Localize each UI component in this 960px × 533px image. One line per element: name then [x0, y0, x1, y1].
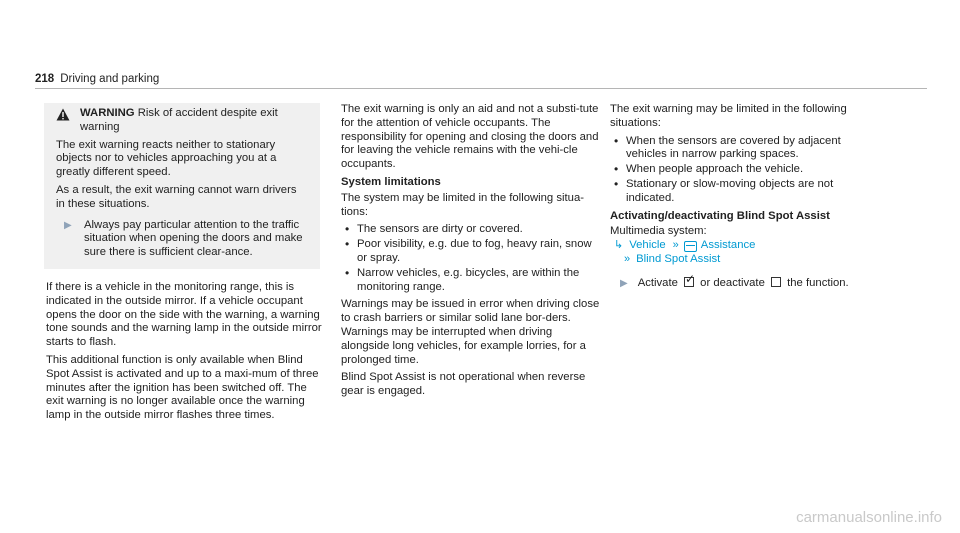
activate-label: Activate	[637, 276, 678, 289]
col2-paragraph-3: Warnings may be issued in error when driving close to crash barriers or similar solid lane bor-ders. Warnings may be interrupted when driving alongside long vehicles, for example lorries, for a prolonged time.	[341, 298, 600, 366]
col1-paragraph-1: If there is a vehicle in the monitoring range, this is indicated in the outside mirror. If a vehicle occupant opens the door on the side with the warning, a warning tone sounds and the warning lamp in the outside mirror starts to flash.	[46, 280, 322, 349]
column-3	[610, 103, 870, 291]
watermark-logo: carmanualsonline.info	[796, 509, 942, 527]
list-item: • Stationary or slow-moving objects are not indicated.	[610, 178, 870, 206]
menu-path-line-2	[610, 253, 870, 267]
menu-entry-arrow-icon: ↳	[614, 239, 624, 252]
action-arrow-icon: ▶	[64, 219, 72, 231]
warning-triangle-icon	[56, 108, 70, 121]
list-item: • Narrow vehicles, e.g. bicycles, are within the monitoring range.	[341, 267, 601, 295]
list-item: • When people approach the vehicle.	[610, 163, 870, 177]
page-number: 218	[35, 73, 55, 85]
col2-paragraph-2: The system may be limited in the following situa-tions:	[341, 191, 584, 218]
col3-bullet-list	[610, 135, 870, 206]
menu-label: Multimedia system:	[610, 225, 707, 238]
checkbox-unchecked-icon[interactable]	[771, 277, 781, 287]
page-header	[35, 73, 159, 87]
header-divider	[35, 88, 927, 89]
system-limitations-heading: System limitations	[341, 175, 441, 188]
function-label: the function.	[787, 276, 849, 289]
warning-title: Risk of accident despite exit warning	[80, 107, 278, 133]
menu-path-line-1	[610, 239, 870, 253]
col3-paragraph-1: The exit warning may be limited in the following situations:	[610, 103, 847, 129]
warning-heading	[56, 107, 308, 135]
menu-item-blind-spot-assist[interactable]: Blind Spot Assist	[636, 252, 721, 265]
car-assistance-icon	[684, 241, 697, 252]
menu-path	[610, 239, 870, 267]
col2-paragraph-1: The exit warning is only an aid and not a substi-tute for the attention of vehicle occupants. The responsibility for opening and closing the doors and for leaving the vehicle remains with the vehi-cle occupants.	[341, 103, 599, 171]
warning-label: WARNING	[80, 107, 135, 119]
warning-box	[44, 103, 320, 269]
section-title: Driving and parking	[60, 73, 160, 85]
list-item: • Poor visibility, e.g. due to fog, heavy rain, snow or spray.	[341, 238, 601, 266]
warning-paragraph-1: The exit warning reacts neither to stationary objects nor to vehicles approaching you at a greatly different speed.	[56, 138, 277, 179]
activating-heading: Activating/deactivating Blind Spot Assist	[610, 209, 830, 222]
action-arrow-icon: ▶	[620, 277, 628, 289]
list-item: • When the sensors are covered by adjacent vehicles in narrow parking spaces.	[610, 135, 870, 163]
column-1	[46, 103, 324, 427]
activate-text	[638, 277, 849, 291]
checkbox-checked-icon[interactable]	[684, 277, 694, 287]
menu-item-assistance[interactable]: Assistance	[700, 239, 756, 252]
double-chevron-icon: »	[624, 252, 631, 265]
col2-paragraph-4: Blind Spot Assist is not operational when reverse gear is engaged.	[341, 371, 586, 398]
activate-action	[610, 277, 870, 291]
column-2	[341, 103, 601, 403]
warning-action	[56, 219, 308, 260]
warning-action-text: Always pay particular attention to the traffic situation when opening the doors and make sure there is sufficient clear-ance.	[84, 218, 303, 259]
col2-bullet-list	[341, 223, 601, 294]
double-chevron-icon: »	[672, 239, 679, 252]
deactivate-label: or deactivate	[700, 276, 765, 289]
list-item: • The sensors are dirty or covered.	[341, 223, 601, 237]
menu-item-vehicle[interactable]: Vehicle	[629, 239, 666, 252]
warning-paragraph-2: As a result, the exit warning cannot warn drivers in these situations.	[56, 183, 297, 210]
col1-paragraph-2: This additional function is only available when Blind Spot Assist is activated and up to a maxi-mum of three minutes after the ignition has been switched off. The exit warning is no longer available once the warning lamp in the outside mirror flashes three times.	[46, 353, 319, 422]
